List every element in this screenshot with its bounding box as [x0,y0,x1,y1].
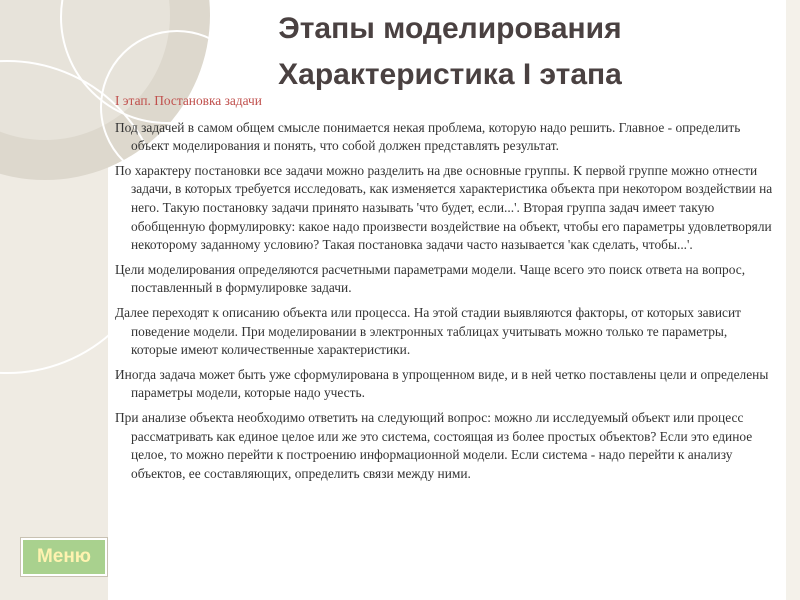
paragraph-modeling-goals: Цели моделирования определяются расчетными параметрами модели. Чаще всего это поиск ответа на вопрос, поставленный в формулировке задачи. [115,261,746,296]
section-subheading: I этап. Постановка задачи [115,93,262,108]
paragraph-task-definition: Под задачей в самом общем смысле понимается некая проблема, которую надо решить. Главное - определить объект моделирования и понять, что собой должен представлять результат. [115,119,741,154]
title-line-1: Этапы моделирования [278,12,622,45]
right-decorative-band [786,0,800,600]
menu-button[interactable]: Меню [21,538,107,576]
paragraph-task-groups: По характеру постановки все задачи можно разделить на две основные группы. К первой группе можно отнести задачи, в которых требуется исследовать, как изменяется характеристика объекта при некотором воздействии на него. Такую постановку задачи принято называть 'что будет, если...'. Вторая группа задач имеет такую обобщенную формулировку: какое надо произвести воздействие на объект, чтобы его параметры удовлетворяли некоторому заданному условию? Такая постановка задачи часто называется 'как сделать, чтобы...'. [115,162,773,253]
slide-content [115,92,775,489]
paragraph-simplified-task: Иногда задача может быть уже сформулирована в упрощенном виде, и в ней четко поставлены цели и определены параметры модели, которые надо учесть. [115,366,769,401]
slide-title [130,6,770,98]
paragraph-object-analysis: При анализе объекта необходимо ответить на следующий вопрос: можно ли исследуемый объект или процесс рассматривать как единое целое или же это система, состоящая из более простых объектов? Если это единое целое, то можно перейти к построению информационной модели. Если система - надо перейти к анализу объектов, ее составляющих, определить связи между ними. [115,409,753,481]
title-line-2: Характеристика I этапа [278,58,622,91]
paragraph-object-description: Далее переходят к описанию объекта или процесса. На этой стадии выявляются факторы, от которых зависит поведение модели. При моделировании в электронных таблицах учитывать можно только те параметры, которые имеют количественные характеристики. [115,304,741,358]
